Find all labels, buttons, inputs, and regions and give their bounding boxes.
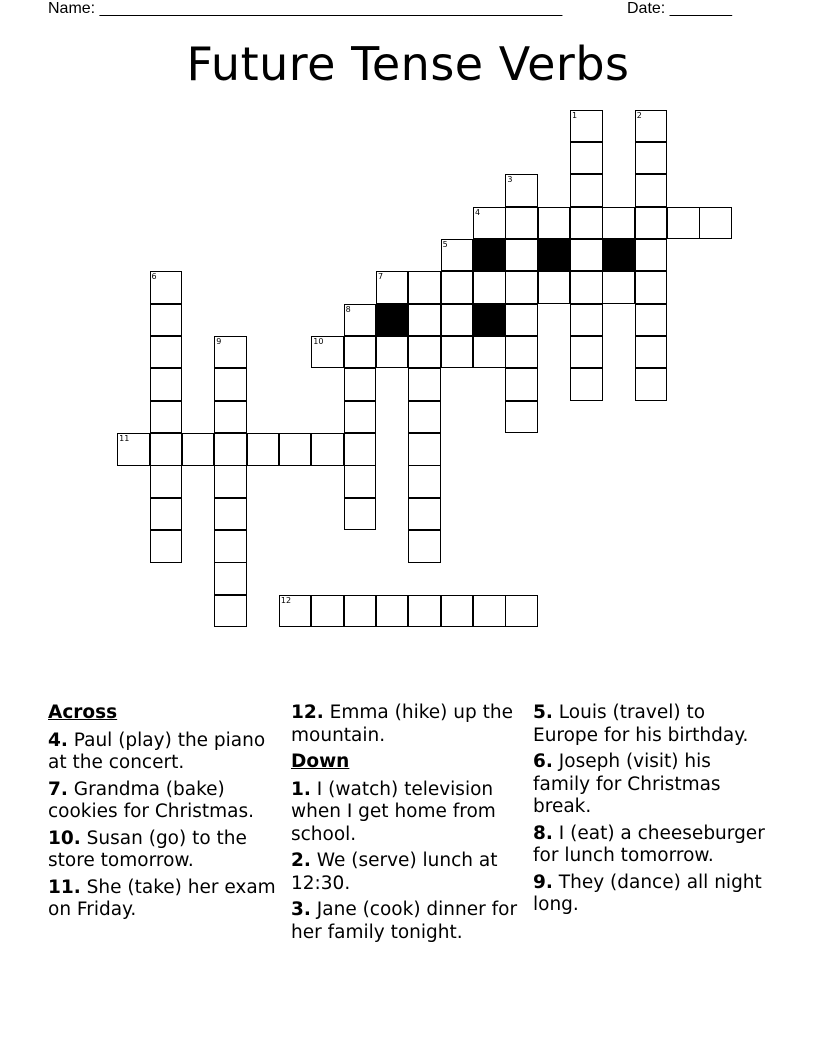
clue-number: 9 (216, 336, 222, 346)
across-clue: 12. Emma (hike) up the mountain. (291, 702, 513, 746)
grid-cell[interactable] (441, 304, 474, 337)
grid-cell[interactable] (279, 433, 312, 466)
down-clue: 9. They (dance) all night long. (533, 871, 762, 915)
grid-cell[interactable] (635, 368, 668, 401)
down-clue: 3. Jane (cook) dinner for her family tonight. (291, 899, 518, 943)
grid-cell[interactable] (214, 433, 247, 466)
grid-cell[interactable] (505, 304, 538, 337)
grid-cell[interactable] (214, 465, 247, 498)
grid-cell[interactable] (635, 239, 668, 272)
clue-number: 11 (119, 434, 130, 443)
grid-cell[interactable] (344, 498, 377, 531)
grid-cell[interactable] (570, 239, 603, 272)
clue-number: 1 (572, 110, 578, 120)
grid-cell[interactable] (505, 271, 538, 304)
grid-cell[interactable] (311, 433, 344, 466)
grid-block (473, 304, 506, 337)
grid-cell[interactable] (635, 207, 668, 240)
name-blank-line: ____________________________________________________ (99, 0, 563, 17)
down-clue: 5. Louis (travel) to Europe for his birthday. (533, 702, 749, 746)
grid-cell[interactable] (150, 433, 183, 466)
clue-number: 2 (636, 110, 642, 120)
grid-cell[interactable] (150, 530, 183, 563)
grid-cell[interactable] (376, 271, 409, 304)
grid-cell[interactable] (473, 271, 506, 304)
grid-block (376, 304, 409, 337)
grid-cell[interactable] (214, 562, 247, 595)
down-clue: 8. I (eat) a cheeseburger for lunch tomorrow. (533, 822, 765, 866)
name-label: Name: (48, 0, 96, 17)
grid-cell[interactable] (570, 368, 603, 401)
grid-cell[interactable] (117, 433, 150, 466)
across-clue: 4. Paul (play) the piano at the concert. (48, 729, 266, 773)
grid-cell[interactable] (473, 207, 506, 240)
grid-cell[interactable] (150, 498, 183, 531)
grid-cell[interactable] (570, 336, 603, 369)
grid-cell[interactable] (279, 595, 312, 628)
grid-cell[interactable] (408, 595, 441, 628)
across-clue: 10. Susan (go) to the store tomorrow. (48, 827, 247, 871)
grid-cell[interactable] (408, 304, 441, 337)
grid-cell[interactable] (505, 401, 538, 434)
grid-cell[interactable] (344, 304, 377, 337)
grid-cell[interactable] (344, 595, 377, 628)
grid-cell[interactable] (441, 271, 474, 304)
grid-cell[interactable] (182, 433, 215, 466)
down-clue: 2. We (serve) lunch at 12:30. (291, 850, 498, 894)
grid-cell[interactable] (214, 498, 247, 531)
grid-cell[interactable] (311, 336, 344, 369)
clue-number: 4 (475, 207, 481, 217)
across-clue: 11. She (take) her exam on Friday. (48, 876, 276, 920)
grid-cell[interactable] (570, 174, 603, 207)
grid-cell[interactable] (214, 530, 247, 563)
grid-cell[interactable] (408, 530, 441, 563)
clues-column-2 (291, 702, 526, 948)
grid-cell[interactable] (214, 401, 247, 434)
grid-cell[interactable] (505, 595, 538, 628)
clue-number: 10 (313, 336, 324, 346)
grid-cell[interactable] (441, 239, 474, 272)
grid-cell[interactable] (408, 465, 441, 498)
grid-cell[interactable] (376, 336, 409, 369)
grid-cell[interactable] (635, 271, 668, 304)
across-heading: Across (48, 702, 118, 723)
grid-cell[interactable] (635, 142, 668, 175)
grid-cell[interactable] (699, 207, 732, 240)
grid-cell[interactable] (311, 595, 344, 628)
clues-column-1 (48, 702, 283, 926)
grid-cell[interactable] (473, 336, 506, 369)
grid-cell[interactable] (344, 401, 377, 434)
date-blank-line: _______ (669, 0, 732, 17)
grid-cell[interactable] (344, 433, 377, 466)
grid-cell[interactable] (570, 304, 603, 337)
grid-cell[interactable] (441, 595, 474, 628)
grid-cell[interactable] (344, 336, 377, 369)
down-heading: Down (291, 751, 350, 772)
grid-block (538, 239, 571, 272)
grid-cell[interactable] (408, 401, 441, 434)
grid-cell[interactable] (214, 336, 247, 369)
grid-cell[interactable] (344, 368, 377, 401)
grid-cell[interactable] (150, 401, 183, 434)
grid-cell[interactable] (408, 433, 441, 466)
grid-cell[interactable] (150, 271, 183, 304)
grid-cell[interactable] (538, 207, 571, 240)
puzzle-title: Future Tense Verbs (186, 37, 630, 91)
date-label: Date: (627, 0, 666, 17)
clue-number: 3 (507, 175, 513, 185)
grid-cell[interactable] (602, 207, 635, 240)
grid-cell[interactable] (635, 304, 668, 337)
grid-cell[interactable] (408, 368, 441, 401)
grid-block (602, 239, 635, 272)
grid-cell[interactable] (344, 465, 377, 498)
grid-cell[interactable] (570, 207, 603, 240)
grid-cell[interactable] (570, 110, 603, 143)
grid-cell[interactable] (214, 368, 247, 401)
grid-block (473, 239, 506, 272)
clue-number: 7 (377, 272, 384, 282)
clue-number: 8 (345, 304, 351, 314)
grid-cell[interactable] (247, 433, 280, 466)
grid-cell[interactable] (635, 174, 668, 207)
grid-cell[interactable] (505, 336, 538, 369)
grid-cell[interactable] (667, 207, 700, 240)
clues-column-3 (533, 702, 768, 921)
grid-cell[interactable] (570, 142, 603, 175)
grid-cell[interactable] (473, 595, 506, 628)
grid-cell[interactable] (150, 368, 183, 401)
grid-cell[interactable] (150, 465, 183, 498)
grid-cell[interactable] (602, 271, 635, 304)
grid-cell[interactable] (150, 304, 183, 337)
across-clue: 7. Grandma (bake) cookies for Christmas. (48, 778, 255, 822)
down-clue: 6. Joseph (visit) his family for Christmas break. (533, 751, 721, 817)
grid-cell[interactable] (635, 336, 668, 369)
clue-number: 5 (442, 239, 448, 249)
grid-cell[interactable] (538, 271, 571, 304)
grid-cell[interactable] (408, 271, 441, 304)
grid-cell[interactable] (635, 110, 668, 143)
clue-number: 12 (280, 595, 292, 605)
grid-cell[interactable] (570, 271, 603, 304)
down-clue: 1. I (watch) television when I get home from school. (291, 778, 496, 845)
grid-cell[interactable] (376, 595, 409, 628)
grid-cell[interactable] (214, 595, 247, 628)
grid-cell[interactable] (505, 239, 538, 272)
grid-cell[interactable] (408, 336, 441, 369)
grid-cell[interactable] (408, 498, 441, 531)
clue-number: 6 (151, 272, 157, 282)
grid-cell[interactable] (505, 207, 538, 240)
grid-cell[interactable] (150, 336, 183, 369)
grid-cell[interactable] (505, 368, 538, 401)
grid-cell[interactable] (441, 336, 474, 369)
grid-cell[interactable] (505, 174, 538, 207)
